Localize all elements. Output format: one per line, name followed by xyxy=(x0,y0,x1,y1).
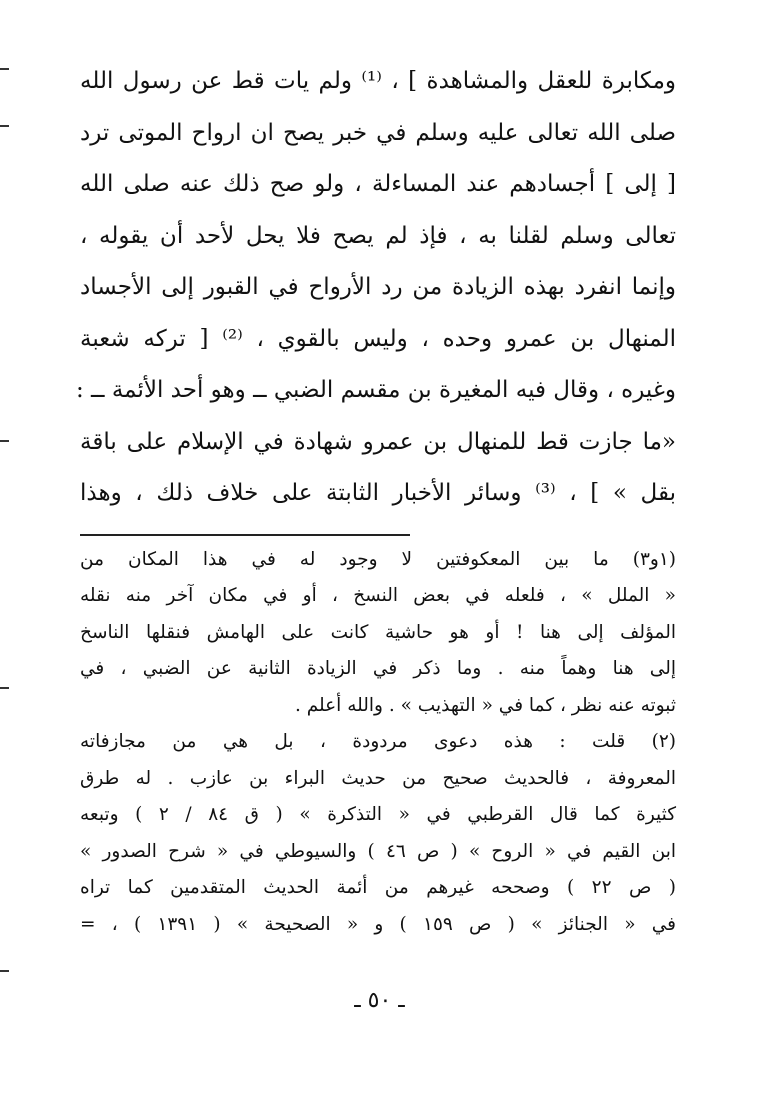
footnote-line: (١و٣) ما بين المعكوفتين لا وجود له في هذا المكان من xyxy=(80,548,676,570)
text-line: تعالى وسلم لقلنا به ، فإذ لم يصح فلا يحل لأحد أن يقوله ، xyxy=(80,222,676,249)
footnote-line: « الملل » ، فلعله في بعض النسخ ، أو في مكان آخر منه نقله xyxy=(80,585,676,606)
text-line: ومكابرة للعقل والمشاهدة ] ، ⁽¹⁾ ولم يات قط عن رسول الله xyxy=(80,68,677,94)
margin-tick xyxy=(0,68,9,70)
text-line: صلى الله تعالى عليه وسلم في خبر يصح ان ارواح الموتى ترد xyxy=(80,119,676,146)
footnote-line: كثيرة كما قال القرطبي في « التذكرة » ( ق ٨٤ / ٢ ) وتبعه xyxy=(80,804,676,825)
margin-tick xyxy=(0,687,9,689)
footnote-line: ابن القيم في « الروح » ( ص ٤٦ ) والسيوطي في « شرح الصدور » xyxy=(80,840,677,862)
text-line: [ إلى ] أجسادهم عند المساءلة ، ولو صح ذلك عنه صلى الله xyxy=(80,171,676,197)
footnote-line: في « الجنائز » ( ص ١٥٩ ) و « الصحيحة » ( ١٣٩١ ) ، = xyxy=(80,913,677,935)
main-text-block xyxy=(75,56,677,520)
margin-tick xyxy=(0,125,9,127)
footnote-separator xyxy=(80,534,410,536)
footnote-line: (٢) قلت : هذه دعوى مردودة ، بل هي من مجازفاته xyxy=(80,731,676,752)
text-line: وإنما انفرد بهذه الزيادة من رد الأرواح في القبور إلى الأجساد xyxy=(80,274,676,300)
footnote-line: المؤلف إلى هنا ! أو هو حاشية كانت على الهامش فنقلها الناسخ xyxy=(80,621,676,643)
footnote-line: ( ص ٢٢ ) وصححه غيرهم من أئمة الحديث المتقدمين كما تراه xyxy=(80,877,676,898)
text-line: المنهال بن عمرو وحده ، وليس بالقوي ، ⁽²⁾ [ تركه شعبة xyxy=(80,325,676,352)
page-number: ـ ٥٠ ـ xyxy=(354,988,405,1013)
book-page xyxy=(75,56,677,943)
footnote-line: ثبوته عنه نظر ، كما في « التهذيب » . والله أعلم . xyxy=(294,694,676,716)
text-line: وغيره ، وقال فيه المغيرة بن مقسم الضبي ــ وهو أحد الأئمة ــ : xyxy=(75,377,676,403)
footnote-line: إلى هنا وهماً منه . وما ذكر في الزيادة الثانية عن الضبي ، في xyxy=(80,658,676,679)
margin-tick xyxy=(0,440,9,442)
text-line: «ما جازت قط للمنهال بن عمرو شهادة في الإسلام على باقة xyxy=(80,428,676,455)
footnotes-block xyxy=(80,542,676,944)
footnote-line: المعروفة ، فالحديث صحيح من حديث البراء بن عازب . له طرق xyxy=(80,767,676,789)
margin-tick xyxy=(0,970,9,972)
text-line: بقل » ] ، ⁽³⁾ وسائر الأخبار الثابتة على خلاف ذلك ، وهذا xyxy=(80,480,676,506)
